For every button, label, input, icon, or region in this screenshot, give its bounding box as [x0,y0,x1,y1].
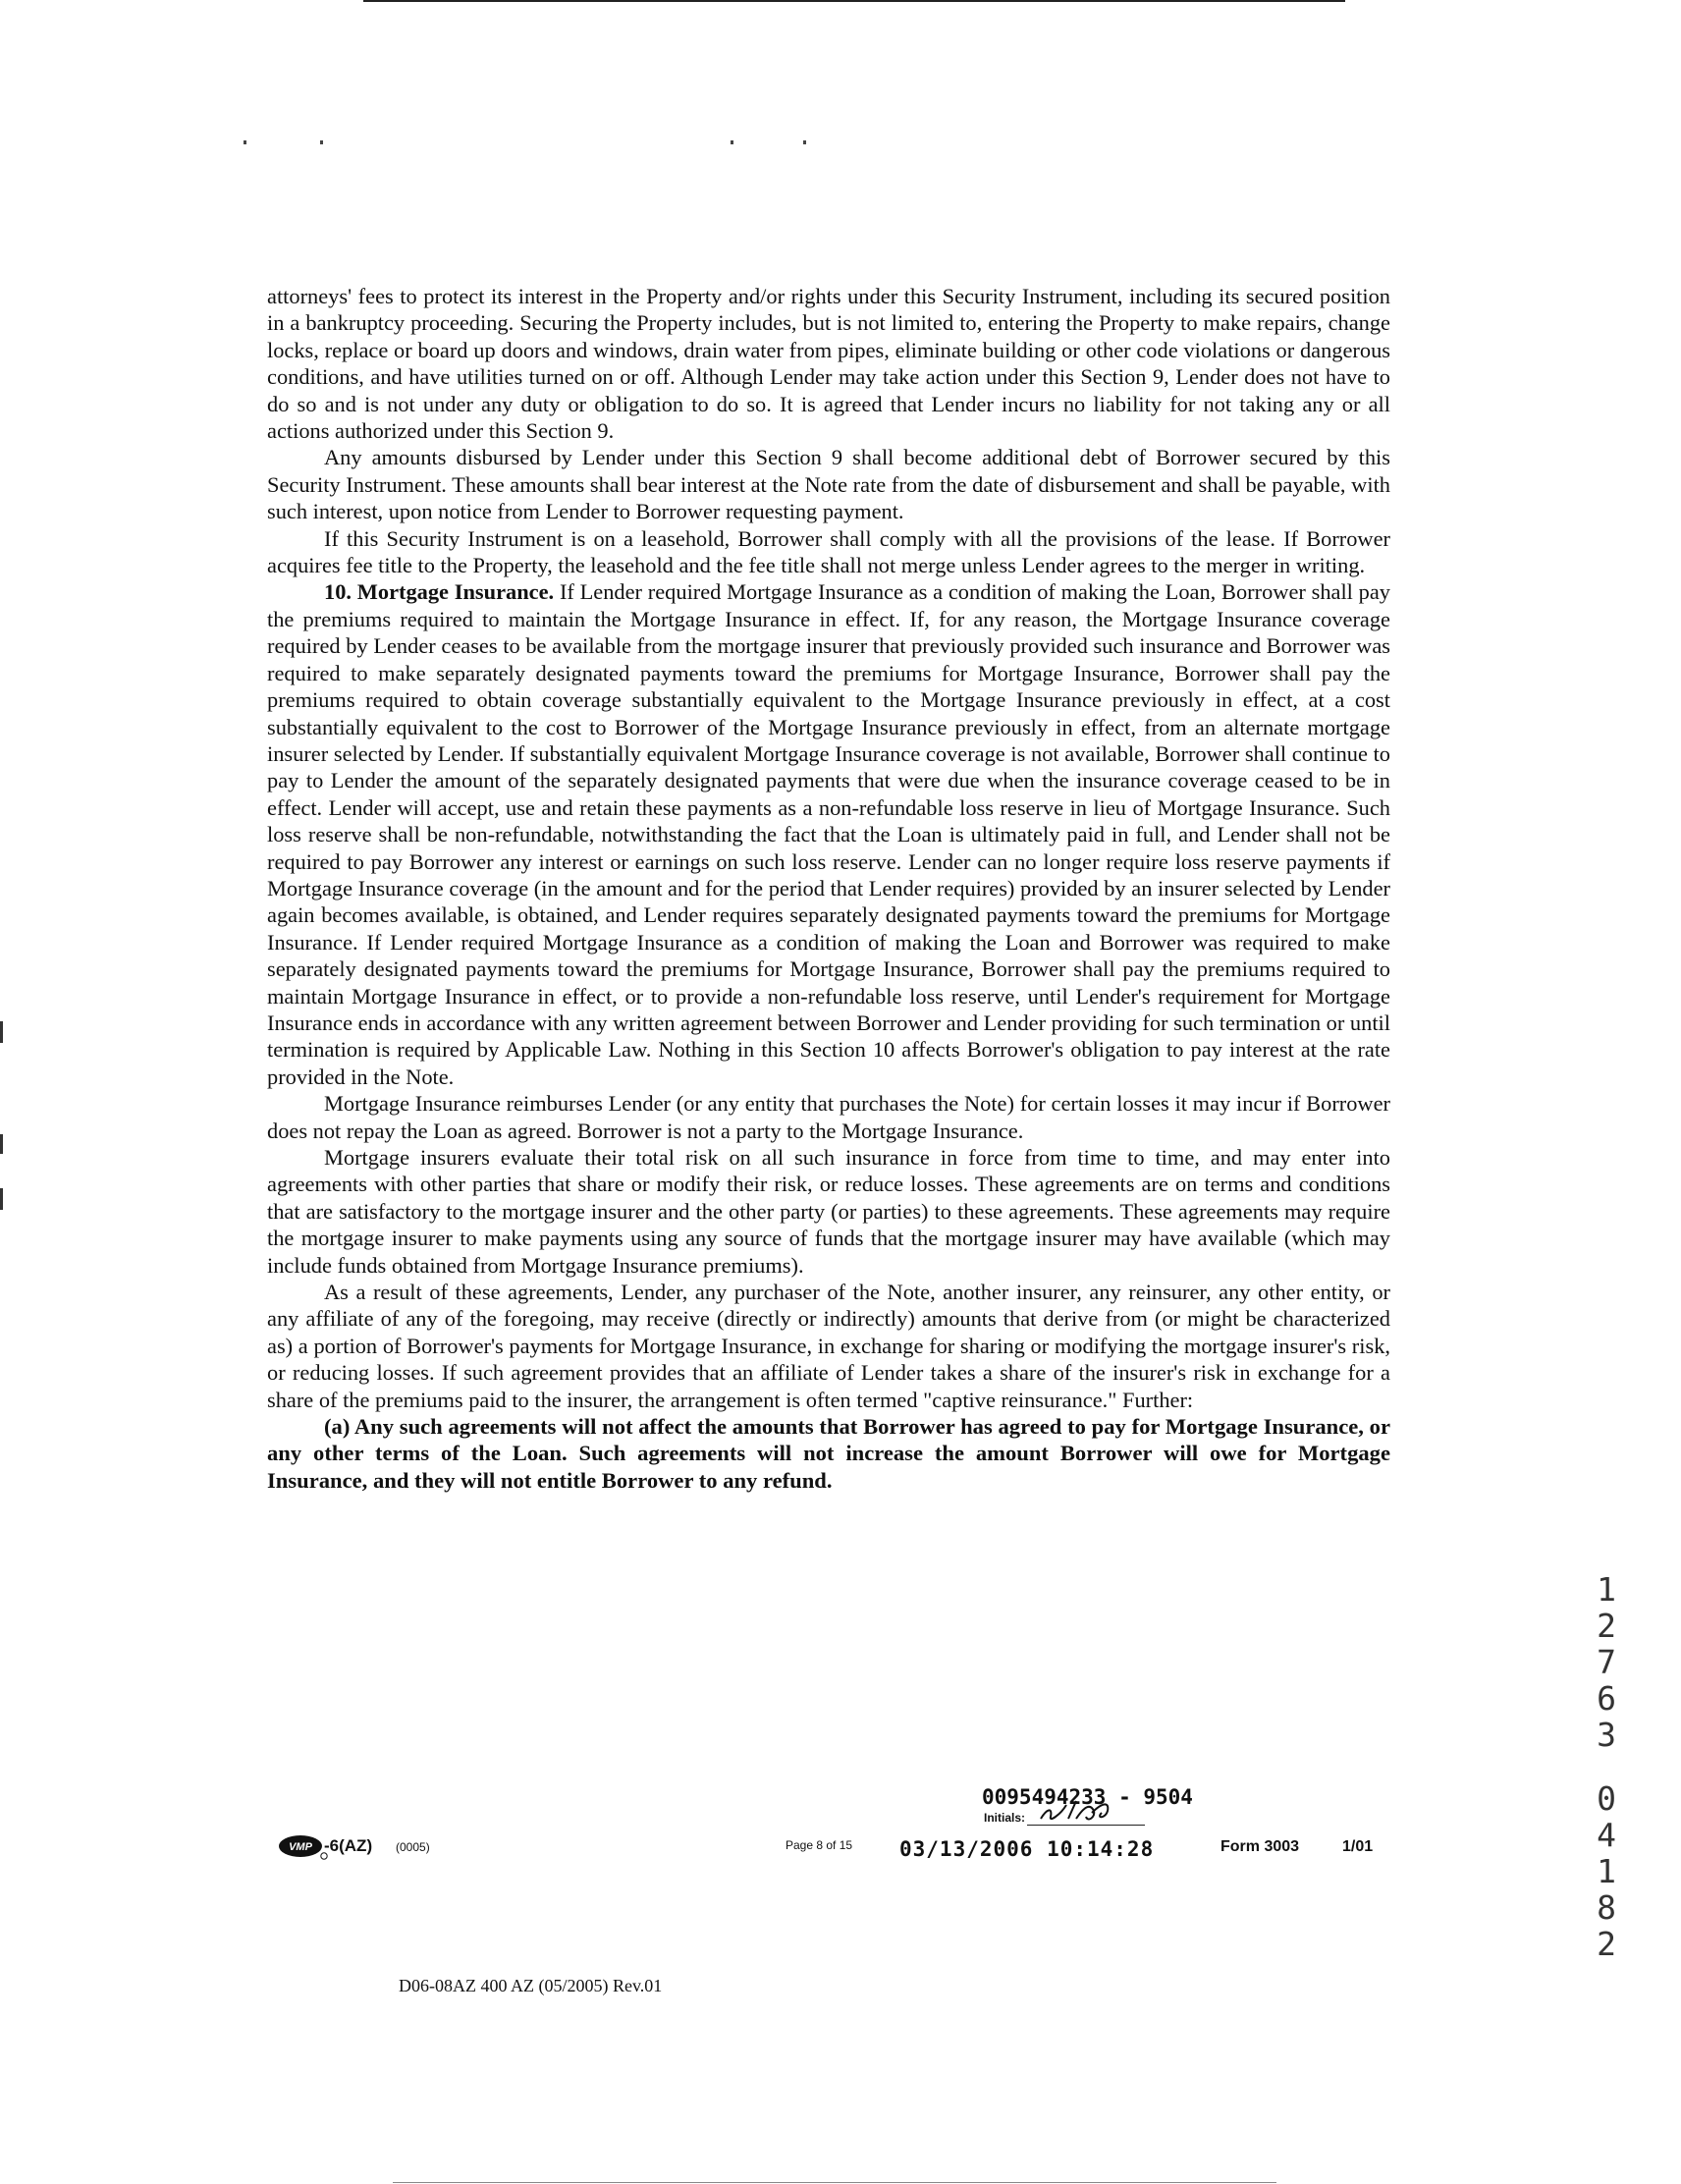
scan-edge-mark [0,1021,3,1043]
stamp-digit: 1 [1597,1570,1616,1609]
vmp-logo-icon [277,1834,330,1860]
scan-top-rule [363,0,1345,2]
initials-label: Initials: [984,1811,1026,1825]
scan-speck [320,140,323,144]
stamp-gap [1577,1753,1636,1780]
paragraph-captive-reinsurance: As a result of these agreements, Lender, any purchaser of the Note, another insurer, any reinsurer, any other entity, or any affiliate of any of the foregoing, may receive (directly or indirectly) amounts that derive from (or might be characterized as) a portion of Borrower's payments for Mortgage Insurance, in exchange for sharing or modifying the mortgage insurer's risk, or reducing losses. If such agreement provides that an affiliate of Lender takes a share of the insurer's risk in exchange for a share of the premiums paid to the insurer, the arrangement is often termed "captive reinsurance." Further: [267,1280,1390,1412]
print-timestamp: 03/13/2006 10:14:28 [899,1837,1155,1861]
paragraph-disbursed-amounts: Any amounts disbursed by Lender under this Section 9 shall become additional debt of Borrower secured by this Security Instrument. These amounts shall bear interest at the Note rate from the date of disbursement and shall be payable, with such interest, upon notice from Lender to Borrower requesting payment. [267,445,1390,524]
stamp-digit: 7 [1597,1643,1616,1681]
stamp-digit: 0 [1597,1779,1616,1818]
scan-speck [731,140,733,144]
section-text: If Lender required Mortgage Insurance as a condition of making the Loan, Borrower shall pay the premiums required to maintain the Mortgage Insurance in effect. If, for any reason, the Mortgage Insurance coverage required by Lender ceases to be available from the mortgage insurer that previously provided such insurance and Borrower was required to make separately designated payments toward the premiums for Mortgage Insurance, Borrower shall pay the premiums required to obtain coverage substantially equivalent to the Mortgage Insurance previously in effect, at a cost substantially equivalent to the cost to Borrower of the Mortgage Insurance previously in effect, from an alternate mortgage insurer selected by Lender. If substantially equivalent Mortgage Insurance coverage is not available, Borrower shall continue to pay to Lender the amount of the separately designated payments that were due when the insurance coverage ceased to be in effect. Lender will accept, use and retain these payments as a non-refundable loss reserve in lieu of Mortgage Insurance. Such loss reserve shall be non-refundable, notwithstanding the fact that the Loan is ultimately paid in full, and Lender shall not be required to pay Borrower any interest or earnings on such loss reserve. Lender can no longer require loss reserve payments if Mortgage Insurance coverage (in the amount and for the period that Lender requires) provided by an insurer selected by Lender again becomes available, is obtained, and Lender requires separately designated payments toward the premiums for Mortgage Insurance. If Lender required Mortgage Insurance as a condition of making the Loan and Borrower was required to make separately designated payments toward the premiums for Mortgage Insurance, Borrower shall pay the premiums required to maintain Mortgage Insurance in effect, or to provide a non-refundable loss reserve, until Lender's requirement for Mortgage Insurance ends in accordance with any written agreement between Borrower and Lender providing for such termination or until termination is required by Applicable Law. Nothing in this Section 10 affects Borrower's obligation to pay interest at the rate provided in the Note. [267,579,1390,1089]
svg-text:VMP: VMP [289,1841,312,1853]
paragraph-insurance-reimburses: Mortgage Insurance reimburses Lender (or any entity that purchases the Note) for certain losses it may incur if Borrower does not repay the Loan as agreed. Borrower is not a party to the Mortgage Insurance. [267,1091,1390,1143]
scan-speck [803,140,806,144]
section-heading: 10. Mortgage Insurance. [324,579,555,605]
stamp-digit: 3 [1597,1716,1616,1754]
form-code: -6(AZ) [324,1836,373,1855]
scan-edge-mark [0,1134,3,1154]
side-recording-stamp [1577,1571,1636,2062]
form-code-edition: (0005) [396,1840,430,1854]
scan-specks [244,140,813,146]
stamp-digit: 1 [1597,1852,1616,1890]
stamp-digit: 8 [1597,1888,1616,1927]
initials-line [1027,1825,1145,1826]
document-body [267,283,1390,1494]
initials-signature [1033,1797,1151,1827]
stamp-digit: 2 [1597,1925,1616,1963]
section-10-mortgage-insurance [267,578,1390,1090]
form-date: 1/01 [1342,1838,1374,1855]
scan-speck [244,140,246,144]
stamp-digit: 6 [1597,1679,1616,1718]
page-number: Page 8 of 15 [786,1838,853,1852]
paragraph-leasehold: If this Security Instrument is on a leasehold, Borrower shall comply with all the provisions of the lease. If Borrower acquires fee title to the Property, the leasehold and the fee title shall not merge unless Lender agrees to the merger in writing. [267,525,1390,578]
paragraph-clause-a: (a) Any such agreements will not affect the amounts that Borrower has agreed to pay for Mortgage Insurance, or any other terms of the Loan. Such agreements will not increase the amount Borrower will owe for Mortgage Insurance, and they will not entitle Borrower to any refund. [267,1414,1390,1493]
document-code: D06-08AZ 400 AZ (05/2005) Rev.01 [399,1976,663,1995]
loan-number: 0095494233 - 9504 [982,1785,1193,1809]
scan-bottom-rule [393,2182,1276,2183]
paragraph-insurers-evaluate: Mortgage insurers evaluate their total risk on all such insurance in force from time to time, and may enter into agreements with other parties that share or modify their risk, or reduce losses. These agreements are on terms and conditions that are satisfactory to the mortgage insurer and the other party (or parties) to these agreements. These agreements may require the mortgage insurer to make payments using any source of funds that the mortgage insurer may have available (which may include funds obtained from Mortgage Insurance premiums). [267,1145,1390,1278]
form-number: Form 3003 [1220,1838,1300,1855]
stamp-digit: 4 [1597,1816,1616,1854]
scan-edge-mark [0,1188,3,1210]
stamp-digit: 2 [1597,1607,1616,1645]
paragraph-continuation: attorneys' fees to protect its interest in the Property and/or rights under this Security Instrument, including its secured position in a bankruptcy proceeding. Securing the Property includes, but is not limited to, entering the Property to make repairs, change locks, replace or board up doors and windows, drain water from pipes, eliminate building or other code violations or dangerous conditions, and have utilities turned on or off. Although Lender may take action under this Section 9, Lender does not have to do so and is not under any duty or obligation to do so. It is agreed that Lender incurs no liability for not taking any or all actions authorized under this Section 9. [267,284,1390,444]
